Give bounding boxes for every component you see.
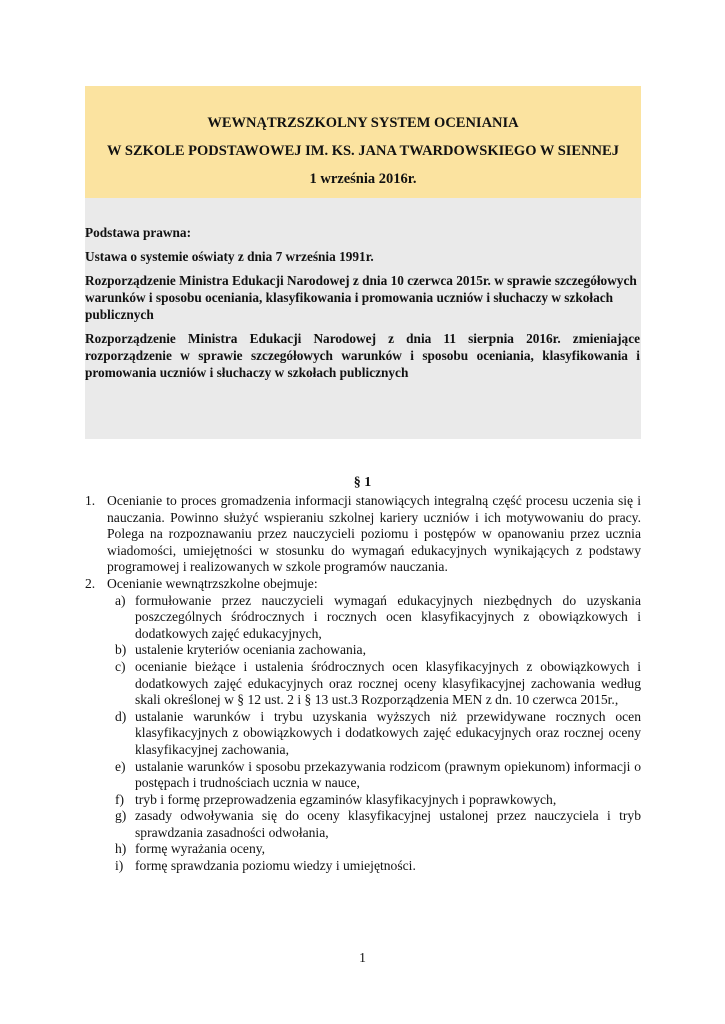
sub-list-text: tryb i formę przeprowadzenia egzaminów klasyfikacyjnych i poprawkowych, [135, 791, 557, 807]
sub-list-letter: h) [115, 841, 127, 857]
legal-basis-item: Ustawa o systemie oświaty z dnia 7 września 1991r. [85, 249, 374, 264]
section-mark: § 1 [353, 475, 372, 490]
sub-list-letter: b) [115, 642, 127, 658]
list-item [85, 493, 641, 576]
list-item-number: 1. [85, 493, 96, 508]
title-line-1: WEWNĄTRZSZKOLNY SYSTEM OCENIANIA [207, 115, 519, 131]
legal-basis-item: Rozporządzenie Ministra Edukacji Narodowej z dnia 10 czerwca 2015r. w sprawie szczegółowych warunków i sposobu oceniania, klasyfikowania i promowania uczniów i słuchaczy w szkołach publicznych [85, 273, 637, 322]
sub-list-text: formułowanie przez nauczycieli wymagań edukacyjnych niezbędnych do uzyskania poszczególnych śródrocznych i rocznych ocen klasyfikacyjnych z obowiązkowych i dodatkowych zajęć edukacyjnych, [135, 592, 641, 641]
sub-list-item [85, 709, 641, 759]
sub-list-text: ustalanie warunków i trybu uzyskania wyższych niż przewidywane rocznych ocen klasyfikacyjnych z obowiązkowych i dodatkowych zajęć edukacyjnych oraz rocznej oceny klasyfikacyjnej zachowania, [135, 708, 641, 757]
sub-list-item [85, 858, 641, 875]
legal-basis-box [85, 198, 641, 439]
document-title-box [85, 86, 641, 198]
title-date: 1 września 2016r. [309, 171, 417, 187]
sub-list-item [85, 808, 641, 841]
sub-list-item [85, 642, 641, 659]
sub-list-item [85, 659, 641, 709]
sub-list-item [85, 593, 641, 643]
sub-list-item [85, 759, 641, 792]
sub-list-text: ustalenie kryteriów oceniania zachowania, [135, 642, 366, 658]
section-content [85, 493, 641, 875]
list-item-text: Ocenianie wewnątrzszkolne obejmuje: [107, 575, 318, 591]
sub-list-text: formę wyrażania oceny, [135, 841, 266, 857]
sub-list-letter: a) [115, 592, 126, 608]
sub-list-item [85, 792, 641, 809]
list-item-text: Ocenianie to proces gromadzenia informacji stanowiących integralną część procesu uczenia się i nauczania. Powinno służyć wspieraniu szkolnej kariery uczniów i ich motywowaniu do pracy. Polega na rozpoznawaniu przez nauczycieli poziomu i postępów w opanowaniu przez ucznia wiadomości, umiejętności w stosunku do wymagań edukacyjnych wynikających z podstawy programowej i realizowanych w szkole programów nauczania. [107, 493, 641, 575]
sub-list-item [85, 841, 641, 858]
sub-list-text: formę sprawdzania poziomu wiedzy i umiejętności. [135, 858, 416, 874]
main-list [85, 493, 641, 593]
sub-list-letter: c) [115, 658, 126, 674]
sub-list-text: ocenianie bieżące i ustalenia śródrocznych ocen klasyfikacyjnych z obowiązkowych i dodatkowych zajęć edukacyjnych oraz rocznej oceny klasyfikacyjnej zachowania według skali określonej w § 12 ust. 2 i § 13 ust.3 Rozporządzenia MEN z dn. 10 czerwca 2015r., [135, 658, 641, 708]
sub-list-letter: e) [115, 758, 126, 774]
sub-list-letter: d) [115, 708, 127, 724]
sub-list-text: zasady odwoływania się do oceny klasyfikacyjnej ustalonej przez nauczyciela i tryb sprawdzania zasadności odwołania, [135, 808, 641, 840]
legal-basis-item: Rozporządzenie Ministra Edukacji Narodowej z dnia 11 sierpnia 2016r. zmieniające rozporządzenie w sprawie szczegółowych warunków i sposobu oceniania, klasyfikowania i promowania uczniów i słuchaczy w szkołach publicznych [85, 331, 640, 380]
page-number: 1 [359, 950, 366, 965]
list-item [85, 576, 641, 593]
sub-list-letter: f) [115, 791, 125, 807]
sub-list-letter: g) [115, 808, 127, 824]
legal-basis-heading: Podstawa prawna: [85, 225, 192, 240]
sub-list-text: ustalanie warunków i sposobu przekazywania rodzicom (prawnym opiekunom) informacji o postępach i trudnościach ucznia w nauce, [135, 758, 641, 791]
list-item-number: 2. [85, 575, 96, 591]
sub-list-letter: i) [115, 858, 124, 874]
sub-list [85, 593, 641, 875]
title-line-2: W SZKOLE PODSTAWOWEJ IM. KS. JANA TWARDOWSKIEGO W SIENNEJ [107, 143, 619, 159]
legal-basis-content [85, 224, 640, 388]
